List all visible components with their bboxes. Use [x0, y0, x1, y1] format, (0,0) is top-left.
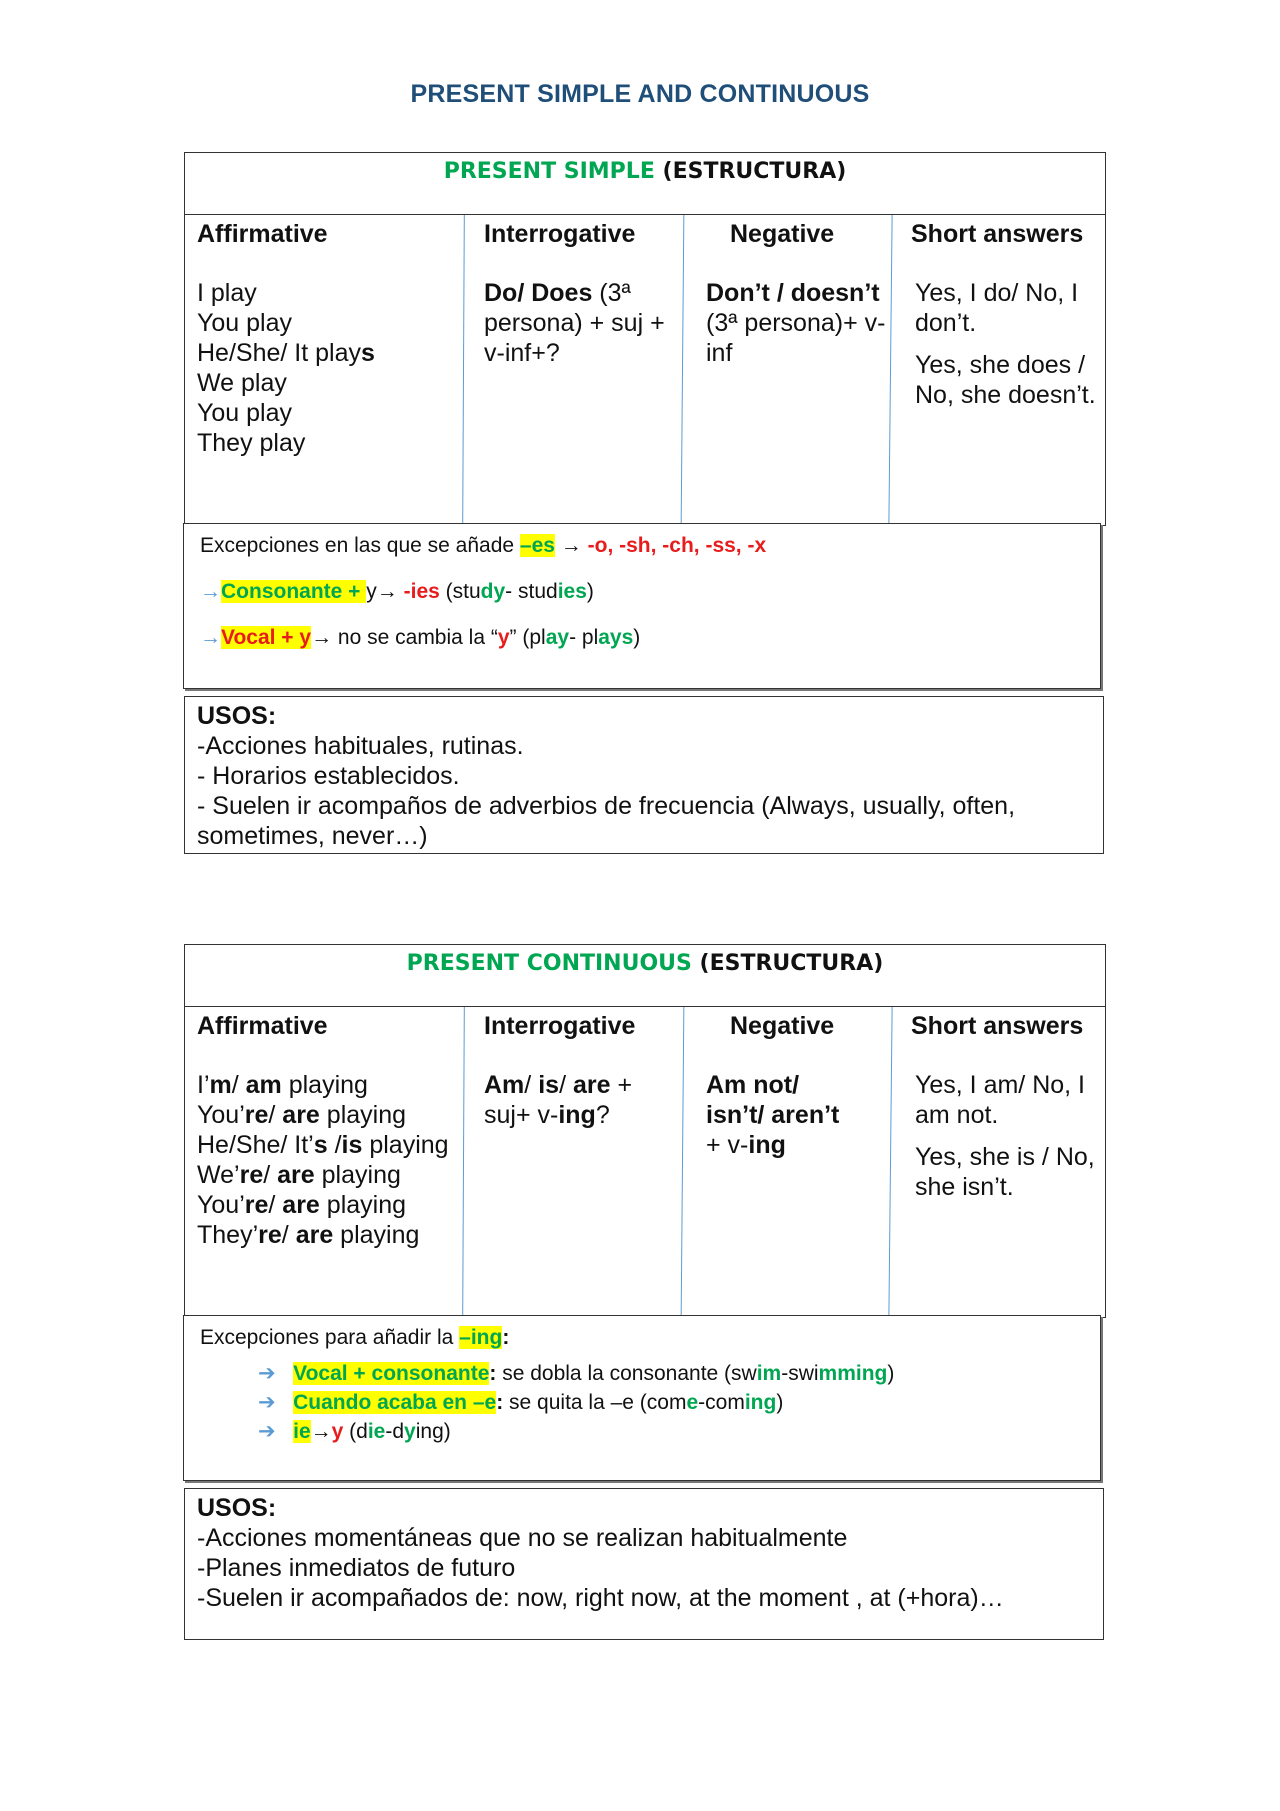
- present-continuous-heading: [185, 945, 1105, 1007]
- affirmative-column: [197, 219, 465, 458]
- exception-item: ➔ Vocal + consonante: se dobla la consonante (swim-swimming): [258, 1362, 895, 1385]
- affirmative-line: You play: [197, 399, 292, 427]
- arrow-icon: →: [200, 580, 221, 603]
- negative-header: Negative: [730, 220, 835, 248]
- affirmative-line: He/She/ It’s /is playing: [197, 1131, 449, 1159]
- short-answers-column: [911, 219, 1103, 410]
- interrogative-rule: Do/ Does (3ª persona) + suj + v-inf+?: [484, 279, 665, 367]
- usos-item: -Suelen ir acompañados de: now, right now, at the moment , at (+hora)…: [197, 1584, 1004, 1612]
- short-answers-header: Short answers: [911, 220, 1084, 248]
- present-continuous-usos: [184, 1488, 1104, 1640]
- affirmative-line: You play: [197, 309, 292, 337]
- present-simple-section: [184, 152, 1106, 854]
- affirmative-line: They’re/ are playing: [197, 1221, 420, 1249]
- affirmative-line: They play: [197, 429, 306, 457]
- usos-item: -Acciones habituales, rutinas.: [197, 732, 524, 760]
- affirmative-line: I play: [197, 279, 257, 307]
- page-title: PRESENT SIMPLE AND CONTINUOUS: [410, 80, 870, 108]
- interrogative-header: Interrogative: [484, 1012, 636, 1040]
- usos-item: -Planes inmediatos de futuro: [197, 1554, 516, 1582]
- exception-item: ➔ ie→y (die-dying): [258, 1420, 451, 1443]
- negative-column: [706, 219, 896, 368]
- arrow-icon: →: [200, 626, 221, 649]
- affirmative-column: [197, 1011, 465, 1250]
- negative-rule: Am not/ isn’t/ aren’t + v-ing: [706, 1071, 840, 1159]
- negative-header: Negative: [730, 1012, 835, 1040]
- negative-column: [706, 1011, 896, 1160]
- exception-intro: Excepciones para añadir la –ing:: [200, 1326, 510, 1349]
- short-answer: Yes, she does / No, she doesn’t.: [915, 351, 1096, 409]
- affirmative-line: He/She/ It plays: [197, 339, 375, 367]
- affirmative-line: We’re/ are playing: [197, 1161, 401, 1189]
- arrow-icon: ➔: [258, 1420, 276, 1443]
- usos-title: USOS:: [197, 702, 277, 730]
- exception-line: →Consonante + y→ -ies (study- studies): [200, 580, 594, 603]
- interrogative-rule: Am/ is/ are + suj+ v-ing?: [484, 1071, 633, 1129]
- usos-item: -Acciones momentáneas que no se realizan habitualmente: [197, 1524, 848, 1552]
- affirmative-line: You’re/ are playing: [197, 1191, 407, 1219]
- estructura-label: (ESTRUCTURA): [662, 159, 847, 184]
- exceptions-box: [183, 523, 1101, 689]
- short-answers-column: [911, 1011, 1103, 1202]
- affirmative-header: Affirmative: [197, 1012, 328, 1040]
- exception-line: Excepciones en las que se añade –es → -o, -sh, -ch, -ss, -x: [200, 534, 767, 557]
- usos-item: - Horarios establecidos.: [197, 762, 460, 790]
- usos-title: USOS:: [197, 1494, 277, 1522]
- tense-name: PRESENT CONTINUOUS: [406, 951, 692, 976]
- short-answer: Yes, I do/ No, I don’t.: [915, 279, 1079, 337]
- present-continuous-structure-table: [184, 944, 1106, 1443]
- exception-line: →Vocal + y→ no se cambia la “y” (play- plays): [200, 626, 641, 649]
- affirmative-header: Affirmative: [197, 220, 328, 248]
- affirmative-line: We play: [197, 369, 287, 397]
- tense-name: PRESENT SIMPLE: [443, 159, 655, 184]
- negative-rule: Don’t / doesn’t (3ª persona)+ v-inf: [706, 279, 886, 367]
- exception-item: ➔ Cuando acaba en –e: se quita la –e (come-coming): [258, 1391, 784, 1414]
- affirmative-line: I’m/ am playing: [197, 1071, 368, 1099]
- estructura-label: (ESTRUCTURA): [699, 951, 884, 976]
- short-answer: Yes, I am/ No, I am not.: [915, 1071, 1085, 1129]
- present-simple-structure-table: [184, 152, 1106, 649]
- arrow-icon: ➔: [258, 1362, 276, 1385]
- present-simple-heading: [185, 153, 1105, 215]
- affirmative-line: You’re/ are playing: [197, 1101, 407, 1129]
- exceptions-box: [183, 1315, 1101, 1481]
- interrogative-column: [484, 1011, 684, 1130]
- short-answer: Yes, she is / No, she isn’t.: [915, 1143, 1095, 1201]
- interrogative-header: Interrogative: [484, 220, 636, 248]
- interrogative-column: [484, 219, 684, 368]
- usos-item: - Suelen ir acompaños de adverbios de frecuencia (Always, usually, often, sometimes, never…): [197, 792, 1016, 850]
- present-continuous-section: [184, 944, 1106, 1640]
- arrow-icon: ➔: [258, 1391, 276, 1414]
- short-answers-header: Short answers: [911, 1012, 1084, 1040]
- present-simple-usos: [184, 696, 1104, 854]
